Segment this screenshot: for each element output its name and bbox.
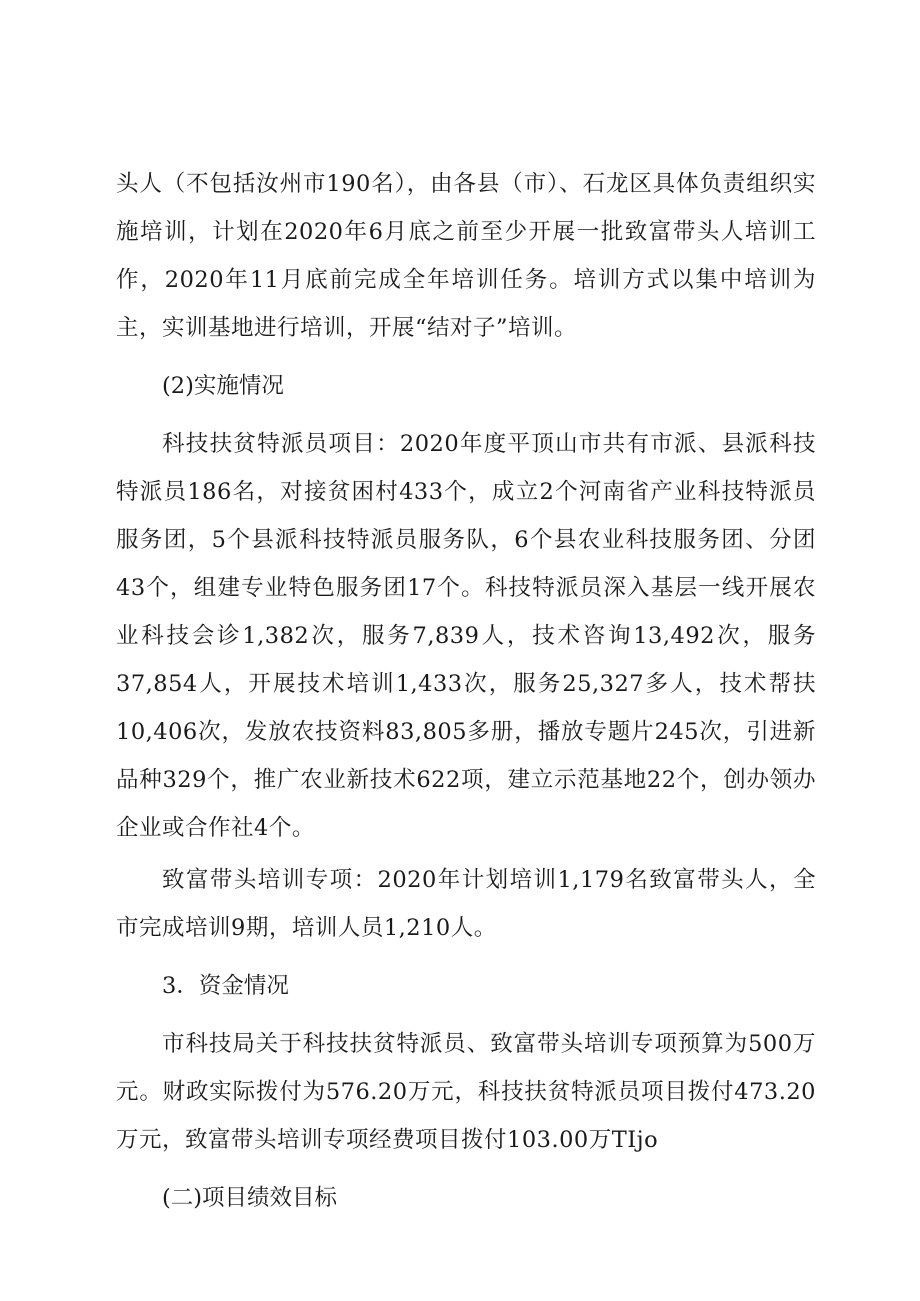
heading-performance-goals: (二)项目绩效目标 <box>162 1185 338 1211</box>
heading-funding: 3．资金情况 <box>162 973 289 999</box>
document-page <box>116 160 816 1228</box>
paragraph-training-plan: 头人（不包括汝州市190名），由各县（市）、石龙区具体负责组织实施培训，计划在2020年6月底之前至少开展一批致富带头人培训工作，2020年11月底前完成全年培训任务。培训方式以集中培训为主，实训基地进行培训，开展“结对子”培训。 <box>116 171 816 341</box>
paragraph-leader-training: 致富带头培训专项：2020年计划培训1,179名致富带头人，全市完成培训9期，培训人员1,210人。 <box>116 867 816 941</box>
paragraph-funding: 市科技局关于科技扶贫特派员、致富带头培训专项预算为500万元。财政实际拨付为576.20万元，科技扶贫特派员项目拨付473.20万元，致富带头培训专项经费项目拨付103.00万TIjo <box>116 1031 816 1153</box>
heading-implementation: (2)实施情况 <box>162 373 284 399</box>
paragraph-sci-tech-commissioner: 科技扶贫特派员项目：2020年度平顶山市共有市派、县派科技特派员186名，对接贫困村433个，成立2个河南省产业科技特派员服务团，5个县派科技特派员服务队，6个县农业科技服务团、分团43个，组建专业特色服务团17个。科技特派员深入基层一线开展农业科技会诊1,382次，服务7,839人，技术咨询13,492次，服务37,854人，开展技术培训1,433次，服务25,327多人，技术帮扶10,406次，发放农技资料83,805多册，播放专题片245次，引进新品种329个，推广农业新技术622项，建立示范基地22个，创办领办企业或合作社4个。 <box>116 431 816 841</box>
